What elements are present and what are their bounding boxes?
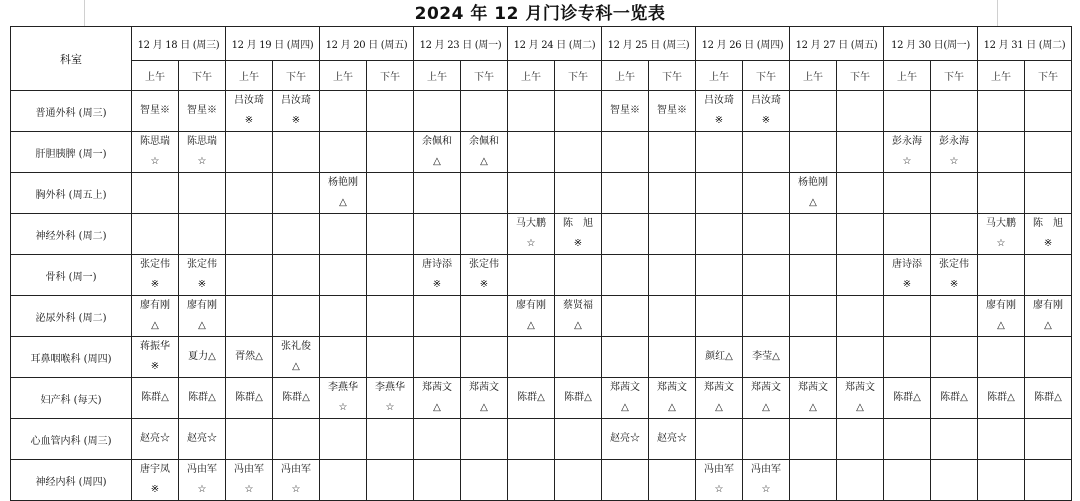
- schedule-cell: [743, 296, 790, 337]
- schedule-cell: [931, 296, 978, 337]
- schedule-cell: [649, 173, 696, 214]
- schedule-cell: [602, 173, 649, 214]
- schedule-cell: [508, 173, 555, 214]
- schedule-cell: [696, 173, 743, 214]
- schedule-cell: [273, 214, 320, 255]
- date-header-row: [11, 27, 1072, 61]
- schedule-cell: [320, 337, 367, 378]
- schedule-cell: 冯由军 ☆: [179, 460, 226, 501]
- schedule-cell: [649, 255, 696, 296]
- schedule-cell: [884, 173, 931, 214]
- department-header: 科室: [11, 27, 132, 91]
- schedule-cell: [320, 91, 367, 132]
- schedule-cell: 唐宇凤 ※: [132, 460, 179, 501]
- am-header: 上午: [602, 61, 649, 91]
- schedule-cell: [414, 296, 461, 337]
- schedule-cell: [837, 91, 884, 132]
- schedule-cell: [1025, 173, 1072, 214]
- schedule-cell: [555, 173, 602, 214]
- schedule-cell: [978, 132, 1025, 173]
- schedule-cell: [696, 419, 743, 460]
- schedule-cell: 冯由军 ☆: [226, 460, 273, 501]
- schedule-cell: [273, 173, 320, 214]
- department-name: 妇产科 (每天): [11, 378, 132, 419]
- schedule-cell: [367, 173, 414, 214]
- schedule-cell: 吕汝琦 ※: [273, 91, 320, 132]
- schedule-cell: [743, 214, 790, 255]
- schedule-cell: 陈群△: [132, 378, 179, 419]
- schedule-cell: 陈群△: [226, 378, 273, 419]
- schedule-cell: [1025, 460, 1072, 501]
- schedule-cell: [978, 173, 1025, 214]
- schedule-cell: [414, 91, 461, 132]
- schedule-cell: 陈思瑞 ☆: [132, 132, 179, 173]
- schedule-cell: [508, 337, 555, 378]
- schedule-cell: [320, 296, 367, 337]
- schedule-cell: [367, 214, 414, 255]
- schedule-cell: [649, 132, 696, 173]
- schedule-cell: [367, 419, 414, 460]
- table-row: [11, 460, 1072, 501]
- schedule-cell: 张定伟 ※: [179, 255, 226, 296]
- schedule-cell: [837, 337, 884, 378]
- date-header: 12 月 31 日 (周二): [978, 27, 1072, 61]
- schedule-cell: 李燕华 ☆: [367, 378, 414, 419]
- schedule-cell: [555, 337, 602, 378]
- schedule-body: [11, 91, 1072, 501]
- schedule-cell: 郑茜文 △: [837, 378, 884, 419]
- schedule-cell: 唐诗添 ※: [884, 255, 931, 296]
- date-header: 12 月 18 日 (周三): [132, 27, 226, 61]
- schedule-cell: 郑茜文 △: [649, 378, 696, 419]
- schedule-cell: [226, 419, 273, 460]
- schedule-cell: 张礼俊 △: [273, 337, 320, 378]
- schedule-cell: 陈思瑞 ☆: [179, 132, 226, 173]
- department-name: 泌尿外科 (周二): [11, 296, 132, 337]
- table-row: [11, 91, 1072, 132]
- schedule-cell: 张定伟 ※: [132, 255, 179, 296]
- schedule-cell: 吕汝琦 ※: [696, 91, 743, 132]
- schedule-cell: 赵亮☆: [649, 419, 696, 460]
- schedule-cell: [367, 91, 414, 132]
- schedule-cell: 陈群△: [884, 378, 931, 419]
- am-header: 上午: [132, 61, 179, 91]
- am-header: 上午: [696, 61, 743, 91]
- schedule-cell: 郑茜文 △: [414, 378, 461, 419]
- schedule-cell: [649, 214, 696, 255]
- department-name: 肝胆胰脾 (周一): [11, 132, 132, 173]
- schedule-cell: [555, 460, 602, 501]
- schedule-cell: [414, 460, 461, 501]
- date-header: 12 月 24 日 (周二): [508, 27, 602, 61]
- schedule-cell: [132, 173, 179, 214]
- schedule-cell: [837, 255, 884, 296]
- page-title: 2024 年 12 月门诊专科一览表: [414, 4, 666, 24]
- schedule-cell: [884, 296, 931, 337]
- am-header: 上午: [414, 61, 461, 91]
- schedule-cell: [837, 132, 884, 173]
- schedule-cell: [978, 255, 1025, 296]
- am-header: 上午: [508, 61, 555, 91]
- table-row: [11, 214, 1072, 255]
- schedule-cell: 廖有刚 △: [1025, 296, 1072, 337]
- pm-header: 下午: [273, 61, 320, 91]
- schedule-cell: [508, 132, 555, 173]
- schedule-cell: [320, 255, 367, 296]
- schedule-cell: [1025, 337, 1072, 378]
- date-header: 12 月 30 日(周一): [884, 27, 978, 61]
- schedule-cell: [884, 91, 931, 132]
- schedule-cell: [790, 296, 837, 337]
- schedule-cell: [461, 337, 508, 378]
- schedule-cell: 智星※: [179, 91, 226, 132]
- schedule-cell: 唐诗添 ※: [414, 255, 461, 296]
- schedule-cell: [743, 132, 790, 173]
- schedule-cell: [226, 255, 273, 296]
- schedule-cell: [555, 255, 602, 296]
- schedule-cell: [931, 91, 978, 132]
- schedule-cell: [1025, 255, 1072, 296]
- schedule-cell: 颜红△: [696, 337, 743, 378]
- schedule-cell: [696, 255, 743, 296]
- schedule-cell: 智星※: [132, 91, 179, 132]
- schedule-cell: [226, 173, 273, 214]
- schedule-cell: [273, 255, 320, 296]
- schedule-cell: [884, 419, 931, 460]
- schedule-cell: [790, 337, 837, 378]
- schedule-cell: [461, 91, 508, 132]
- schedule-cell: 智星※: [602, 91, 649, 132]
- department-name: 心血管内科 (周三): [11, 419, 132, 460]
- schedule-cell: [837, 460, 884, 501]
- schedule-cell: [1025, 132, 1072, 173]
- schedule-cell: [508, 91, 555, 132]
- schedule-cell: [414, 214, 461, 255]
- pm-header: 下午: [743, 61, 790, 91]
- schedule-cell: [320, 460, 367, 501]
- schedule-cell: 余佩和 △: [461, 132, 508, 173]
- schedule-cell: 陈 旭 ※: [555, 214, 602, 255]
- schedule-cell: [461, 296, 508, 337]
- am-header: 上午: [978, 61, 1025, 91]
- schedule-cell: 冯由军 ☆: [696, 460, 743, 501]
- table-row: [11, 132, 1072, 173]
- schedule-cell: 陈群△: [978, 378, 1025, 419]
- schedule-cell: 吕汝琦 ※: [226, 91, 273, 132]
- table-row: [11, 173, 1072, 214]
- date-header: 12 月 26 日 (周四): [696, 27, 790, 61]
- am-header: 上午: [790, 61, 837, 91]
- pm-header: 下午: [367, 61, 414, 91]
- schedule-cell: 胥然△: [226, 337, 273, 378]
- schedule-cell: 陈群△: [508, 378, 555, 419]
- schedule-cell: [790, 132, 837, 173]
- schedule-cell: [555, 419, 602, 460]
- table-row: [11, 337, 1072, 378]
- half-day-header-row: [11, 61, 1072, 91]
- schedule-cell: [226, 296, 273, 337]
- schedule-cell: 陈群△: [273, 378, 320, 419]
- schedule-cell: [508, 460, 555, 501]
- schedule-cell: [649, 296, 696, 337]
- schedule-cell: [602, 337, 649, 378]
- schedule-cell: [743, 419, 790, 460]
- schedule-cell: [226, 132, 273, 173]
- schedule-cell: [179, 173, 226, 214]
- schedule-cell: [273, 132, 320, 173]
- schedule-cell: [461, 419, 508, 460]
- schedule-cell: [602, 132, 649, 173]
- schedule-cell: 廖有刚 △: [978, 296, 1025, 337]
- schedule-cell: 李莹△: [743, 337, 790, 378]
- schedule-cell: 彭永海 ☆: [931, 132, 978, 173]
- schedule-cell: 陈群△: [555, 378, 602, 419]
- schedule-cell: 陈群△: [931, 378, 978, 419]
- schedule-cell: 蔡贤福 △: [555, 296, 602, 337]
- schedule-cell: [649, 460, 696, 501]
- pm-header: 下午: [931, 61, 978, 91]
- schedule-cell: [273, 419, 320, 460]
- table-row: [11, 296, 1072, 337]
- schedule-cell: [367, 296, 414, 337]
- department-name: 神经内科 (周四): [11, 460, 132, 501]
- department-name: 普通外科 (周三): [11, 91, 132, 132]
- schedule-cell: 夏力△: [179, 337, 226, 378]
- pm-header: 下午: [555, 61, 602, 91]
- schedule-cell: [978, 337, 1025, 378]
- schedule-cell: [179, 214, 226, 255]
- schedule-cell: [931, 419, 978, 460]
- schedule-cell: 李燕华 ☆: [320, 378, 367, 419]
- schedule-cell: [931, 214, 978, 255]
- schedule-cell: [367, 337, 414, 378]
- schedule-cell: [790, 91, 837, 132]
- schedule-cell: 郑茜文 △: [790, 378, 837, 419]
- schedule-cell: [273, 296, 320, 337]
- pm-header: 下午: [837, 61, 884, 91]
- schedule-cell: [790, 214, 837, 255]
- schedule-cell: [790, 419, 837, 460]
- schedule-cell: 余佩和 △: [414, 132, 461, 173]
- schedule-cell: [555, 132, 602, 173]
- schedule-table: [10, 26, 1072, 501]
- schedule-cell: [790, 255, 837, 296]
- pm-header: 下午: [179, 61, 226, 91]
- schedule-cell: 冯由军 ☆: [743, 460, 790, 501]
- schedule-cell: 陈群△: [1025, 378, 1072, 419]
- am-header: 上午: [226, 61, 273, 91]
- schedule-cell: [461, 460, 508, 501]
- schedule-cell: [414, 173, 461, 214]
- schedule-cell: [696, 214, 743, 255]
- schedule-cell: 郑茜文 △: [696, 378, 743, 419]
- schedule-cell: [978, 460, 1025, 501]
- date-header: 12 月 20 日 (周五): [320, 27, 414, 61]
- date-header: 12 月 23 日 (周一): [414, 27, 508, 61]
- schedule-cell: [837, 296, 884, 337]
- schedule-cell: [884, 337, 931, 378]
- schedule-cell: [884, 460, 931, 501]
- schedule-cell: [461, 214, 508, 255]
- schedule-cell: 冯由军 ☆: [273, 460, 320, 501]
- table-row: [11, 378, 1072, 419]
- schedule-cell: 郑茜文 △: [602, 378, 649, 419]
- schedule-cell: [132, 214, 179, 255]
- pm-header: 下午: [649, 61, 696, 91]
- schedule-cell: [743, 255, 790, 296]
- schedule-cell: 吕汝琦 ※: [743, 91, 790, 132]
- schedule-cell: [602, 214, 649, 255]
- am-header: 上午: [884, 61, 931, 91]
- schedule-cell: 郑茜文 △: [743, 378, 790, 419]
- schedule-cell: 廖有刚 △: [132, 296, 179, 337]
- schedule-cell: [837, 419, 884, 460]
- schedule-cell: [790, 460, 837, 501]
- schedule-cell: [602, 460, 649, 501]
- schedule-cell: [555, 91, 602, 132]
- schedule-cell: 郑茜文 △: [461, 378, 508, 419]
- schedule-cell: 蒋振华 ※: [132, 337, 179, 378]
- schedule-cell: [931, 337, 978, 378]
- schedule-cell: [978, 419, 1025, 460]
- am-header: 上午: [320, 61, 367, 91]
- schedule-cell: 赵亮☆: [179, 419, 226, 460]
- department-name: 耳鼻咽喉科 (周四): [11, 337, 132, 378]
- date-header: 12 月 27 日 (周五): [790, 27, 884, 61]
- date-header: 12 月 25 日 (周三): [602, 27, 696, 61]
- schedule-cell: [837, 173, 884, 214]
- schedule-cell: 彭永海 ☆: [884, 132, 931, 173]
- schedule-cell: 赵亮☆: [602, 419, 649, 460]
- schedule-cell: [320, 419, 367, 460]
- schedule-cell: [1025, 91, 1072, 132]
- schedule-cell: 陈群△: [179, 378, 226, 419]
- schedule-cell: [367, 460, 414, 501]
- department-name: 骨科 (周一): [11, 255, 132, 296]
- schedule-cell: [837, 214, 884, 255]
- schedule-cell: [508, 419, 555, 460]
- schedule-cell: [320, 132, 367, 173]
- schedule-cell: 廖有刚 △: [508, 296, 555, 337]
- schedule-cell: [414, 419, 461, 460]
- schedule-cell: [978, 91, 1025, 132]
- schedule-cell: [414, 337, 461, 378]
- schedule-cell: [696, 296, 743, 337]
- schedule-cell: [884, 214, 931, 255]
- pm-header: 下午: [1025, 61, 1072, 91]
- schedule-cell: [226, 214, 273, 255]
- department-name: 神经外科 (周二): [11, 214, 132, 255]
- schedule-cell: [508, 255, 555, 296]
- schedule-cell: 杨艳刚 △: [320, 173, 367, 214]
- date-header: 12 月 19 日 (周四): [226, 27, 320, 61]
- schedule-cell: [461, 173, 508, 214]
- schedule-cell: 智星※: [649, 91, 696, 132]
- schedule-cell: 陈 旭 ※: [1025, 214, 1072, 255]
- schedule-cell: [696, 132, 743, 173]
- schedule-cell: 马大鹏 ☆: [508, 214, 555, 255]
- department-name: 胸外科 (周五上): [11, 173, 132, 214]
- schedule-cell: [367, 255, 414, 296]
- schedule-cell: 廖有刚 △: [179, 296, 226, 337]
- schedule-cell: 张定伟 ※: [461, 255, 508, 296]
- schedule-cell: 张定伟 ※: [931, 255, 978, 296]
- schedule-cell: 马大鹏 ☆: [978, 214, 1025, 255]
- schedule-cell: [649, 337, 696, 378]
- schedule-cell: [743, 173, 790, 214]
- schedule-cell: [931, 173, 978, 214]
- schedule-cell: [602, 255, 649, 296]
- schedule-cell: [320, 214, 367, 255]
- schedule-cell: 赵亮☆: [132, 419, 179, 460]
- schedule-cell: [367, 132, 414, 173]
- schedule-cell: [602, 296, 649, 337]
- table-row: [11, 419, 1072, 460]
- pm-header: 下午: [461, 61, 508, 91]
- table-row: [11, 255, 1072, 296]
- schedule-cell: [1025, 419, 1072, 460]
- schedule-cell: 杨艳刚 △: [790, 173, 837, 214]
- schedule-cell: [931, 460, 978, 501]
